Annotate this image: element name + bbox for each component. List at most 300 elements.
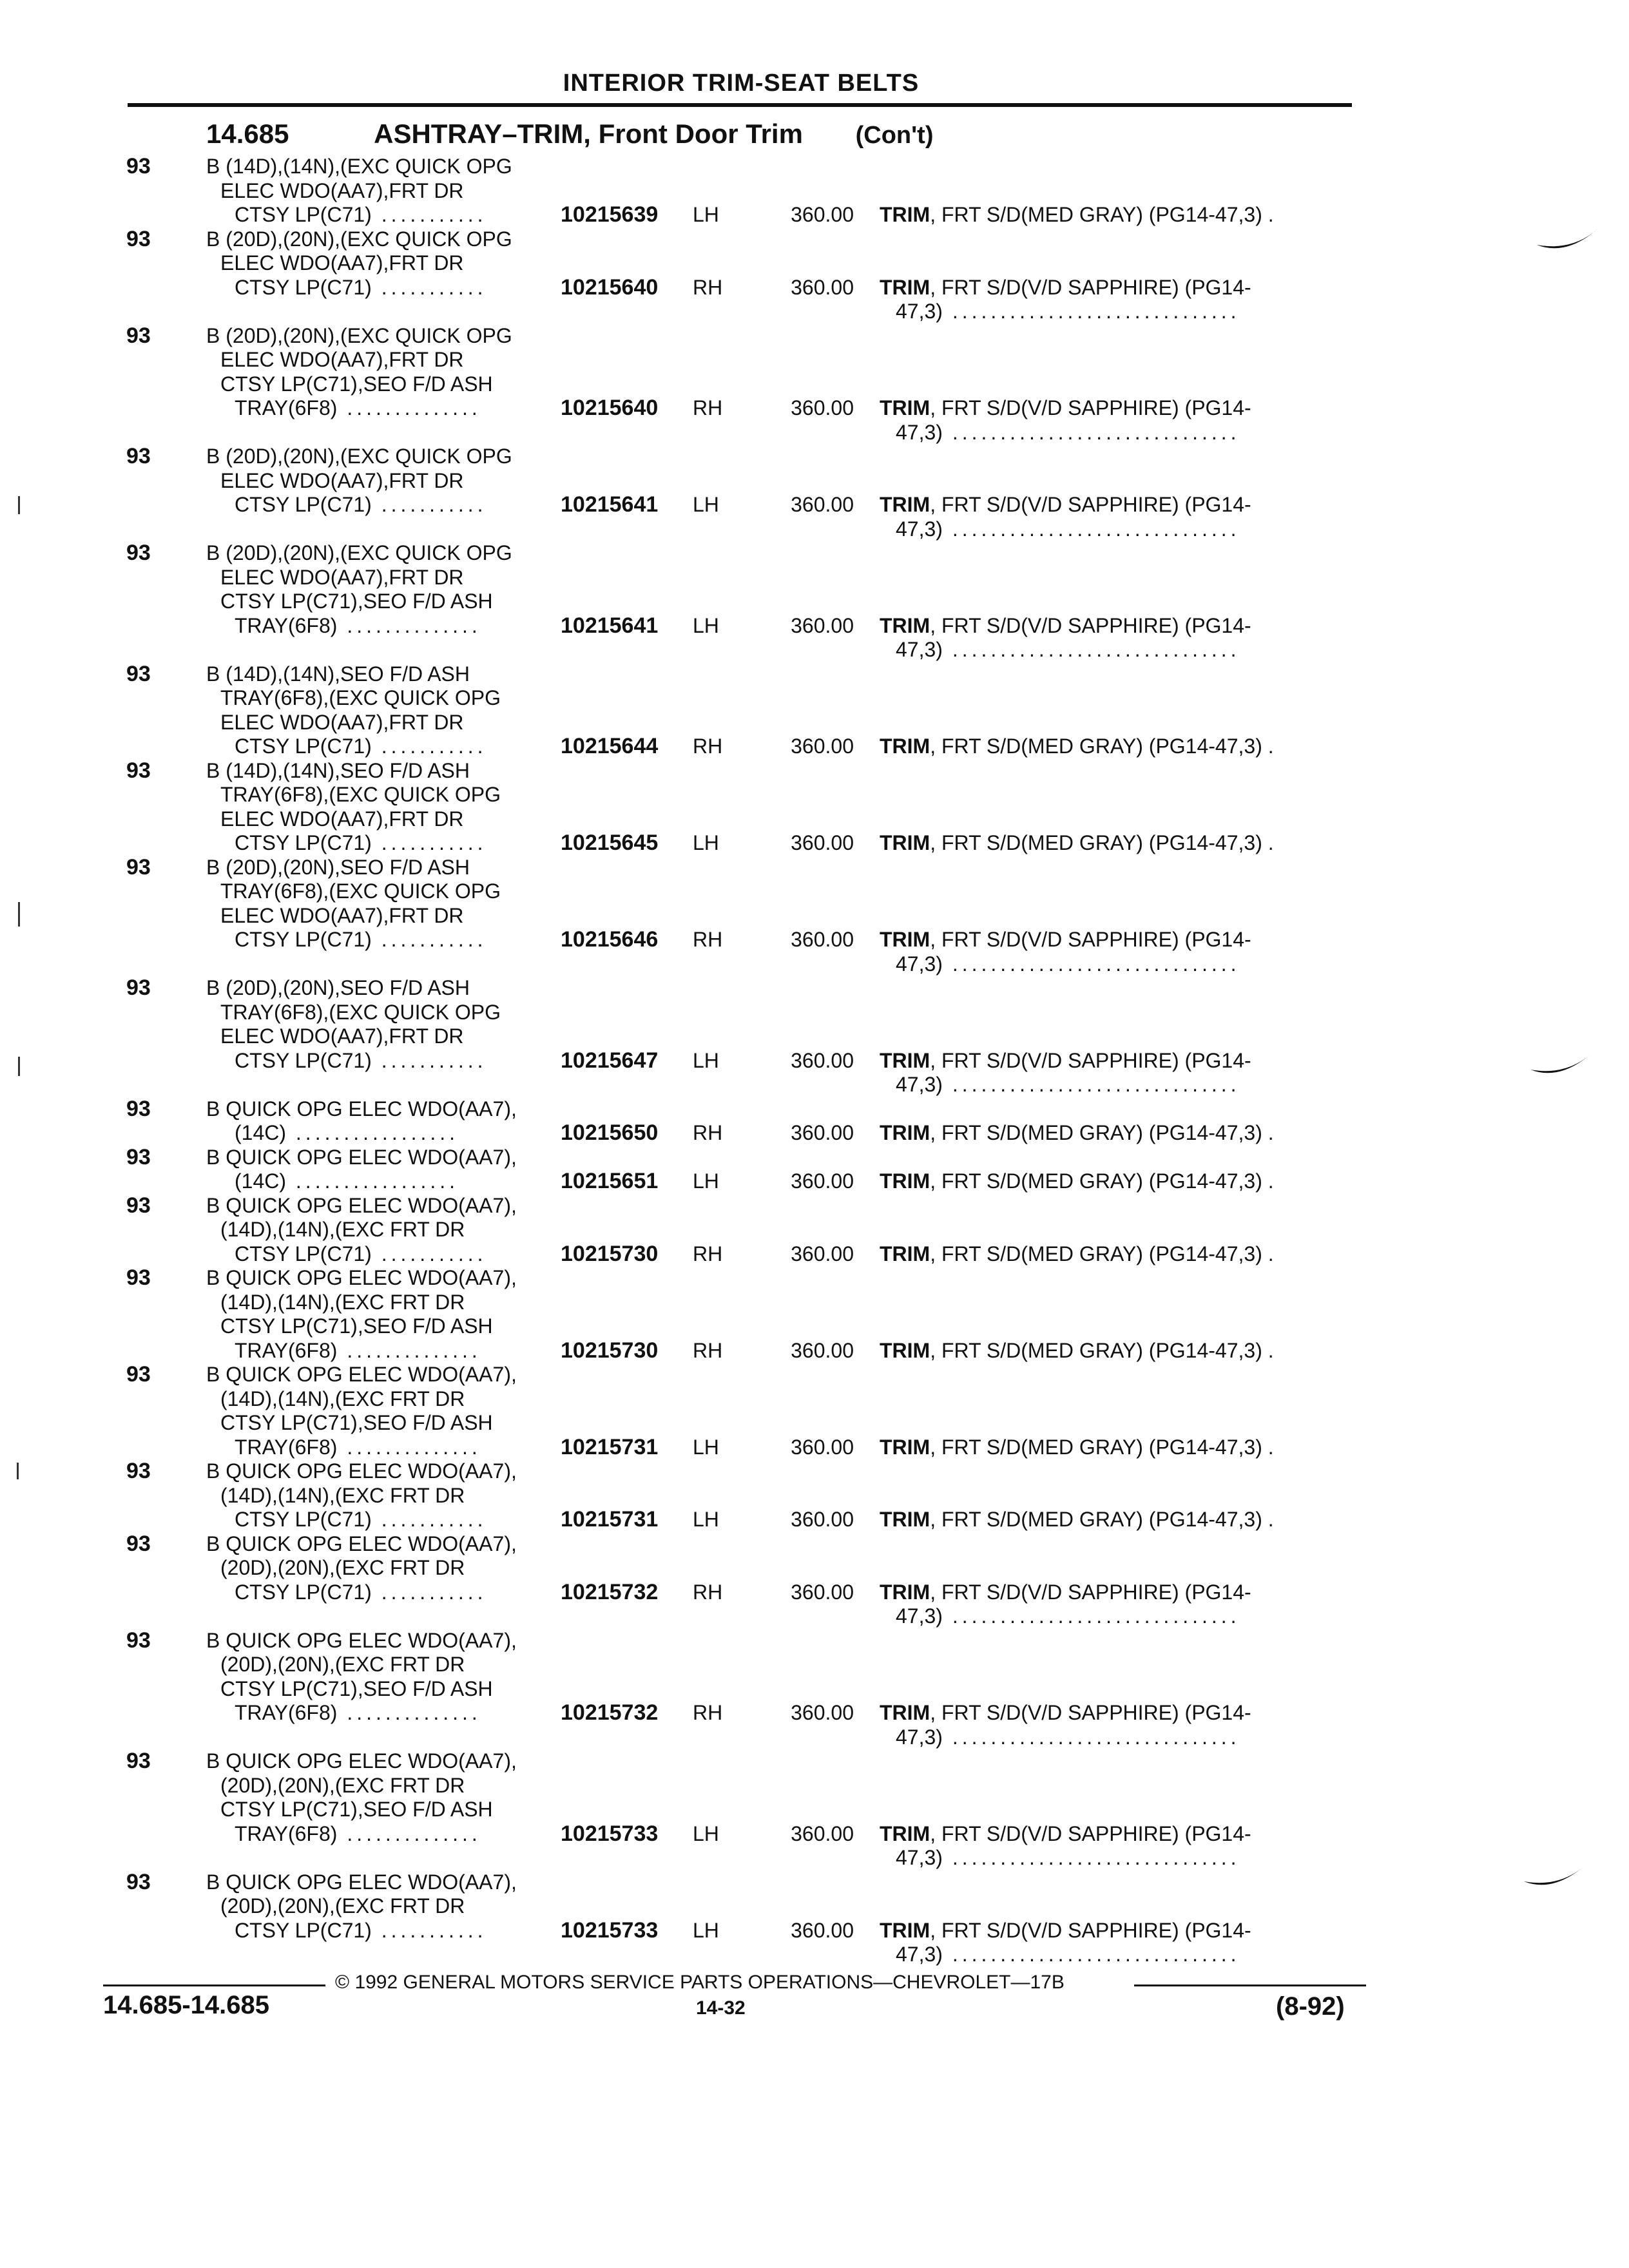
dot-leader: ...........	[371, 928, 487, 951]
part-entry	[0, 155, 1629, 227]
trim-description: TRIM, FRT S/D(MED GRAY) (PG14-47,3) .	[880, 735, 1274, 758]
quantity: 360.00	[791, 928, 854, 951]
description-line: B (20D),(20N),SEO F/D ASH	[206, 976, 470, 999]
trim-description: TRIM, FRT S/D(MED GRAY) (PG14-47,3) .	[880, 1121, 1274, 1144]
dot-leader: ..............................	[942, 420, 1240, 444]
part-entry	[0, 1146, 1629, 1194]
dot-leader: ..............	[337, 1701, 481, 1724]
part-entry	[0, 1870, 1629, 1967]
trim-continuation-row	[896, 300, 1240, 324]
dot-leader: ...........	[371, 735, 487, 758]
description-line: CTSY LP(C71)	[235, 275, 372, 299]
description	[206, 1194, 567, 1267]
check-mark-icon	[1527, 1044, 1598, 1082]
description-line: CTSY LP(C71),SEO F/D ASH	[220, 1798, 493, 1821]
trim-description: 47,3)	[896, 517, 943, 541]
quantity: 360.00	[791, 396, 854, 419]
trim-continuation-row	[896, 1073, 1240, 1097]
section-title: ASHTRAY–TRIM, Front Door Trim	[374, 119, 803, 149]
description-line: B QUICK OPG ELEC WDO(AA7),	[206, 1145, 517, 1169]
trim-continuation-row	[896, 1943, 1240, 1967]
description-line-row	[206, 396, 567, 421]
description-line: CTSY LP(C71)	[235, 1580, 372, 1604]
side-code: LH	[693, 613, 719, 637]
description-line: B QUICK OPG ELEC WDO(AA7),	[206, 1749, 517, 1773]
side-code: LH	[693, 203, 719, 226]
quantity: 360.00	[791, 1918, 854, 1942]
part-number: 10215647	[561, 1048, 659, 1073]
trim-description: TRIM, FRT S/D(V/D SAPPHIRE) (PG14-	[880, 928, 1251, 951]
trim-keyword: TRIM	[880, 1435, 930, 1459]
part-entry	[0, 1363, 1629, 1459]
quantity: 360.00	[791, 1048, 854, 1072]
description-line: (20D),(20N),(EXC FRT DR	[220, 1653, 465, 1676]
description-line: (20D),(20N),(EXC FRT DR	[220, 1556, 465, 1579]
trim-description: TRIM, FRT S/D(MED GRAY) (PG14-47,3) .	[880, 1508, 1274, 1531]
trim-keyword: TRIM	[880, 1048, 930, 1072]
quantity: 360.00	[791, 203, 854, 226]
description-line: (20D),(20N),(EXC FRT DR	[220, 1894, 465, 1917]
group-number: 93	[126, 1193, 151, 1218]
trim-description: TRIM, FRT S/D(MED GRAY) (PG14-47,3) .	[880, 831, 1274, 854]
description	[206, 155, 567, 227]
part-number: 10215731	[561, 1434, 659, 1459]
description-line: (14D),(14N),(EXC FRT DR	[220, 1218, 465, 1241]
trim-description: TRIM, FRT S/D(MED GRAY) (PG14-47,3) .	[880, 1169, 1274, 1193]
description-line: B QUICK OPG ELEC WDO(AA7),	[206, 1532, 517, 1555]
side-code: RH	[693, 1121, 723, 1144]
description	[206, 1870, 567, 1943]
description-line: TRAY(6F8)	[235, 1338, 338, 1362]
trim-description: 47,3)	[896, 1943, 943, 1966]
group-number: 93	[126, 661, 151, 686]
description-line-row	[206, 1169, 567, 1194]
description-line: B QUICK OPG ELEC WDO(AA7),	[206, 1266, 517, 1289]
page-title: INTERIOR TRIM-SEAT BELTS	[563, 70, 920, 97]
description	[206, 541, 567, 638]
quantity: 360.00	[791, 1435, 854, 1459]
description-line-row	[206, 1121, 567, 1146]
part-number: 10215646	[561, 927, 659, 952]
continued-label: (Con't)	[855, 122, 934, 149]
description-line-row	[206, 1508, 567, 1532]
group-number: 93	[126, 975, 151, 1000]
dot-leader: ..............	[337, 396, 481, 419]
footer-rule-left	[103, 1984, 325, 1986]
trim-description: 47,3)	[896, 300, 943, 323]
description-line-row	[206, 1581, 567, 1605]
part-entry	[0, 1532, 1629, 1629]
part-entry	[0, 1749, 1629, 1870]
side-code: LH	[693, 493, 719, 516]
description-line-row	[206, 276, 567, 300]
group-number: 93	[126, 1531, 151, 1556]
description-line: CTSY LP(C71)	[235, 493, 372, 516]
trim-description: TRIM, FRT S/D(V/D SAPPHIRE) (PG14-	[880, 1701, 1251, 1724]
group-number: 93	[126, 1362, 151, 1387]
trim-description: 47,3)	[896, 638, 943, 661]
trim-continuation-row	[896, 517, 1240, 542]
description	[206, 759, 567, 856]
side-code: LH	[693, 1821, 719, 1845]
part-number: 10215641	[561, 492, 659, 517]
description-line: ELEC WDO(AA7),FRT DR	[220, 468, 464, 492]
group-number: 93	[126, 323, 151, 348]
trim-description: 47,3)	[896, 1073, 943, 1096]
description-line: ELEC WDO(AA7),FRT DR	[220, 807, 464, 831]
description	[206, 1629, 567, 1725]
description-line: B (14D),(14N),SEO F/D ASH	[206, 758, 470, 782]
part-entry	[0, 541, 1629, 662]
dot-leader: .................	[286, 1121, 459, 1144]
dot-leader: ...........	[371, 1242, 487, 1265]
description-line: ELEC WDO(AA7),FRT DR	[220, 710, 464, 734]
side-code: RH	[693, 1338, 723, 1362]
description-line: TRAY(6F8)	[235, 1701, 338, 1724]
dot-leader: ...........	[371, 1580, 487, 1604]
trim-keyword: TRIM	[880, 1508, 930, 1531]
trim-keyword: TRIM	[880, 1821, 930, 1845]
trim-keyword: TRIM	[880, 735, 930, 758]
scan-mark	[18, 1057, 20, 1076]
part-entry	[0, 856, 1629, 977]
description-line: B (14D),(14N),(EXC QUICK OPG	[206, 155, 512, 178]
dot-leader: ...........	[371, 493, 487, 516]
description-line-row	[206, 614, 567, 639]
trim-description: 47,3)	[896, 952, 943, 975]
dot-leader: ...........	[371, 1918, 487, 1942]
trim-continuation-row	[896, 1725, 1240, 1750]
quantity: 360.00	[791, 493, 854, 516]
group-number: 93	[126, 758, 151, 783]
trim-keyword: TRIM	[880, 275, 930, 299]
dot-leader: ..............	[337, 613, 481, 637]
trim-continuation-row	[896, 1604, 1240, 1629]
description-line-row	[206, 735, 567, 759]
dot-leader: ..............................	[942, 1725, 1240, 1749]
trim-keyword: TRIM	[880, 1580, 930, 1604]
scan-mark	[18, 496, 20, 514]
description-line: ELEC WDO(AA7),FRT DR	[220, 1024, 464, 1048]
description-line: CTSY LP(C71),SEO F/D ASH	[220, 1677, 493, 1700]
description-line: (14D),(14N),(EXC FRT DR	[220, 1290, 465, 1314]
check-mark-icon	[1521, 1856, 1592, 1894]
trim-keyword: TRIM	[880, 1918, 930, 1942]
side-code: LH	[693, 1435, 719, 1459]
description-line: B QUICK OPG ELEC WDO(AA7),	[206, 1870, 517, 1894]
part-number: 10215731	[561, 1507, 659, 1532]
description-line-row	[206, 1242, 567, 1267]
description-line-row	[206, 831, 567, 856]
dot-leader: ..............................	[942, 1943, 1240, 1966]
group-number: 93	[126, 1459, 151, 1483]
trim-keyword: TRIM	[880, 831, 930, 854]
description-line: CTSY LP(C71)	[235, 1508, 372, 1531]
dot-leader: .................	[286, 1169, 459, 1193]
description	[206, 976, 567, 1073]
trim-continuation-row	[896, 1846, 1240, 1870]
dot-leader: ..............	[337, 1435, 481, 1459]
trim-keyword: TRIM	[880, 928, 930, 951]
trim-description: TRIM, FRT S/D(MED GRAY) (PG14-47,3) .	[880, 203, 1274, 226]
description-line: B QUICK OPG ELEC WDO(AA7),	[206, 1097, 517, 1120]
trim-description: TRIM, FRT S/D(V/D SAPPHIRE) (PG14-	[880, 396, 1251, 419]
quantity: 360.00	[791, 1580, 854, 1604]
trim-keyword: TRIM	[880, 396, 930, 419]
group-number: 93	[126, 1869, 151, 1894]
dot-leader: ..............................	[942, 517, 1240, 541]
description	[206, 1266, 567, 1363]
description	[206, 1532, 567, 1605]
side-code: RH	[693, 1701, 723, 1724]
trim-description: 47,3)	[896, 1604, 943, 1628]
dot-leader: ...........	[371, 203, 487, 226]
side-code: RH	[693, 1242, 723, 1265]
trim-keyword: TRIM	[880, 613, 930, 637]
quantity: 360.00	[791, 1821, 854, 1845]
description-line-row	[206, 928, 567, 952]
description-line: CTSY LP(C71)	[235, 1918, 372, 1942]
part-entry	[0, 324, 1629, 445]
side-code: LH	[693, 1169, 719, 1193]
trim-keyword: TRIM	[880, 1338, 930, 1362]
header-rule	[128, 103, 1352, 107]
description-line-row	[206, 493, 567, 517]
dot-leader: ...........	[371, 1508, 487, 1531]
dot-leader: ..............	[337, 1338, 481, 1362]
trim-description: 47,3)	[896, 420, 943, 444]
description-line: (14C)	[235, 1169, 287, 1193]
description-line: B (14D),(14N),SEO F/D ASH	[206, 662, 470, 686]
description-line: (14C)	[235, 1121, 287, 1144]
description-line: TRAY(6F8),(EXC QUICK OPG	[220, 783, 501, 806]
check-mark-icon	[1534, 219, 1605, 258]
description-line: TRAY(6F8)	[235, 396, 338, 419]
description-line: B (20D),(20N),(EXC QUICK OPG	[206, 445, 512, 468]
part-number: 10215732	[561, 1579, 659, 1604]
part-entry	[0, 1629, 1629, 1750]
description-line: (14D),(14N),(EXC FRT DR	[220, 1483, 465, 1507]
description	[206, 324, 567, 421]
description-line: ELEC WDO(AA7),FRT DR	[220, 903, 464, 927]
description-line-row	[206, 1339, 567, 1363]
part-entry	[0, 976, 1629, 1097]
description-line-row	[206, 1919, 567, 1943]
side-code: RH	[693, 396, 723, 419]
trim-continuation-row	[896, 952, 1240, 977]
trim-continuation-row	[896, 421, 1240, 445]
dot-leader: ..............................	[942, 638, 1240, 661]
group-number: 93	[126, 154, 151, 178]
side-code: RH	[693, 928, 723, 951]
dot-leader: ...........	[371, 831, 487, 854]
side-code: RH	[693, 735, 723, 758]
quantity: 360.00	[791, 275, 854, 299]
scan-mark	[17, 1463, 19, 1479]
trim-description: TRIM, FRT S/D(V/D SAPPHIRE) (PG14-	[880, 1918, 1251, 1942]
description-line: CTSY LP(C71)	[235, 831, 372, 854]
description-line: CTSY LP(C71),SEO F/D ASH	[220, 1411, 493, 1434]
description-line-row	[206, 203, 567, 227]
trim-keyword: TRIM	[880, 493, 930, 516]
trim-keyword: TRIM	[880, 203, 930, 226]
quantity: 360.00	[791, 1242, 854, 1265]
description-line-row	[206, 1822, 567, 1847]
trim-description: TRIM, FRT S/D(V/D SAPPHIRE) (PG14-	[880, 1048, 1251, 1072]
description-line: CTSY LP(C71)	[235, 735, 372, 758]
footer-date: (8-92)	[1276, 1992, 1345, 2021]
dot-leader: ..............................	[942, 1073, 1240, 1096]
trim-keyword: TRIM	[880, 1121, 930, 1144]
trim-description: TRIM, FRT S/D(V/D SAPPHIRE) (PG14-	[880, 1821, 1251, 1845]
dot-leader: ...........	[371, 275, 487, 299]
group-number: 93	[126, 1144, 151, 1169]
group-number: 93	[126, 444, 151, 468]
description-line: TRAY(6F8),(EXC QUICK OPG	[220, 879, 501, 903]
description	[206, 1146, 567, 1194]
quantity: 360.00	[791, 1338, 854, 1362]
part-entry	[0, 1097, 1629, 1146]
description-line: (20D),(20N),(EXC FRT DR	[220, 1773, 465, 1797]
description-line: TRAY(6F8)	[235, 1821, 338, 1845]
part-number: 10215651	[561, 1169, 659, 1193]
description-line: B QUICK OPG ELEC WDO(AA7),	[206, 1628, 517, 1652]
description-line: CTSY LP(C71)	[235, 203, 372, 226]
description-line: TRAY(6F8),(EXC QUICK OPG	[220, 1000, 501, 1024]
scan-mark	[18, 902, 20, 927]
description-line: CTSY LP(C71),SEO F/D ASH	[220, 1314, 493, 1338]
quantity: 360.00	[791, 1508, 854, 1531]
description-line: CTSY LP(C71)	[235, 1048, 372, 1072]
description	[206, 856, 567, 952]
part-number: 10215640	[561, 274, 659, 300]
part-number: 10215730	[561, 1241, 659, 1266]
trim-description: 47,3)	[896, 1725, 943, 1749]
description-line: B (20D),(20N),(EXC QUICK OPG	[206, 323, 512, 347]
description-line-row	[206, 1436, 567, 1460]
dot-leader: ..............................	[942, 1604, 1240, 1628]
part-number: 10215640	[561, 396, 659, 420]
trim-keyword: TRIM	[880, 1242, 930, 1265]
description-line: TRAY(6F8),(EXC QUICK OPG	[220, 686, 501, 709]
dot-leader: ..............................	[942, 300, 1240, 323]
part-entry	[0, 759, 1629, 856]
part-number: 10215732	[561, 1700, 659, 1725]
description-line: TRAY(6F8)	[235, 1435, 338, 1459]
group-number: 93	[126, 1265, 151, 1290]
part-number: 10215733	[561, 1821, 659, 1846]
description-line: B QUICK OPG ELEC WDO(AA7),	[206, 1459, 517, 1483]
part-entry	[0, 227, 1629, 324]
quantity: 360.00	[791, 1121, 854, 1144]
side-code: LH	[693, 1508, 719, 1531]
part-entry	[0, 1459, 1629, 1532]
description	[206, 1459, 567, 1532]
quantity: 360.00	[791, 735, 854, 758]
side-code: LH	[693, 831, 719, 854]
description-line: B (20D),(20N),(EXC QUICK OPG	[206, 541, 512, 564]
part-number: 10215639	[561, 202, 659, 227]
side-code: RH	[693, 275, 723, 299]
section-number: 14.685	[206, 119, 289, 149]
dot-leader: ...........	[371, 1048, 487, 1072]
footer-copyright: © 1992 GENERAL MOTORS SERVICE PARTS OPERATIONS—CHEVROLET—17B	[335, 1972, 1065, 1993]
description-line: CTSY LP(C71),SEO F/D ASH	[220, 372, 493, 396]
footer-page-number: 14-32	[696, 1997, 746, 2019]
description	[206, 227, 567, 300]
description-line: ELEC WDO(AA7),FRT DR	[220, 565, 464, 589]
footer-section-range: 14.685-14.685	[103, 1991, 270, 2019]
trim-description: TRIM, FRT S/D(V/D SAPPHIRE) (PG14-	[880, 1580, 1251, 1604]
description-line: B QUICK OPG ELEC WDO(AA7),	[206, 1193, 517, 1217]
trim-keyword: TRIM	[880, 1169, 930, 1193]
dot-leader: ..............................	[942, 952, 1240, 975]
description	[206, 1097, 567, 1146]
description-line-row	[206, 1701, 567, 1725]
side-code: LH	[693, 1918, 719, 1942]
description-line: ELEC WDO(AA7),FRT DR	[220, 178, 464, 202]
side-code: RH	[693, 1580, 723, 1604]
trim-description: TRIM, FRT S/D(MED GRAY) (PG14-47,3) .	[880, 1242, 1274, 1265]
quantity: 360.00	[791, 831, 854, 854]
trim-keyword: TRIM	[880, 1701, 930, 1724]
part-entry	[0, 662, 1629, 759]
description-line: CTSY LP(C71),SEO F/D ASH	[220, 590, 493, 613]
group-number: 93	[126, 226, 151, 251]
trim-description: TRIM, FRT S/D(V/D SAPPHIRE) (PG14-	[880, 275, 1251, 299]
side-code: LH	[693, 1048, 719, 1072]
quantity: 360.00	[791, 1169, 854, 1193]
description	[206, 1749, 567, 1846]
trim-description: 47,3)	[896, 1846, 943, 1869]
group-number: 93	[126, 1749, 151, 1773]
dot-leader: ..............................	[942, 1846, 1240, 1869]
group-number: 93	[126, 854, 151, 879]
dot-leader: ..............	[337, 1821, 481, 1845]
description-line-row	[206, 1049, 567, 1073]
footer-rule-right	[1134, 1984, 1366, 1986]
description-line: (14D),(14N),(EXC FRT DR	[220, 1387, 465, 1410]
trim-description: TRIM, FRT S/D(MED GRAY) (PG14-47,3) .	[880, 1435, 1274, 1459]
quantity: 360.00	[791, 1701, 854, 1724]
description-line: B QUICK OPG ELEC WDO(AA7),	[206, 1363, 517, 1386]
group-number: 93	[126, 1096, 151, 1121]
part-entry	[0, 1194, 1629, 1267]
part-number: 10215641	[561, 613, 659, 638]
description-line: B (20D),(20N),(EXC QUICK OPG	[206, 227, 512, 251]
description-line: TRAY(6F8)	[235, 613, 338, 637]
trim-description: TRIM, FRT S/D(MED GRAY) (PG14-47,3) .	[880, 1338, 1274, 1362]
part-number: 10215730	[561, 1338, 659, 1363]
description	[206, 445, 567, 517]
trim-continuation-row	[896, 638, 1240, 662]
trim-description: TRIM, FRT S/D(V/D SAPPHIRE) (PG14-	[880, 613, 1251, 637]
description	[206, 1363, 567, 1459]
part-number: 10215645	[561, 831, 659, 855]
part-number: 10215733	[561, 1917, 659, 1943]
part-number: 10215650	[561, 1120, 659, 1145]
description-line: ELEC WDO(AA7),FRT DR	[220, 251, 464, 274]
section-heading	[206, 119, 933, 149]
part-entry	[0, 1266, 1629, 1363]
description-line: ELEC WDO(AA7),FRT DR	[220, 348, 464, 371]
group-number: 93	[126, 541, 151, 565]
trim-description: TRIM, FRT S/D(V/D SAPPHIRE) (PG14-	[880, 493, 1251, 516]
part-entry	[0, 445, 1629, 541]
description-line: B (20D),(20N),SEO F/D ASH	[206, 855, 470, 879]
quantity: 360.00	[791, 613, 854, 637]
description-line: CTSY LP(C71)	[235, 1242, 372, 1265]
